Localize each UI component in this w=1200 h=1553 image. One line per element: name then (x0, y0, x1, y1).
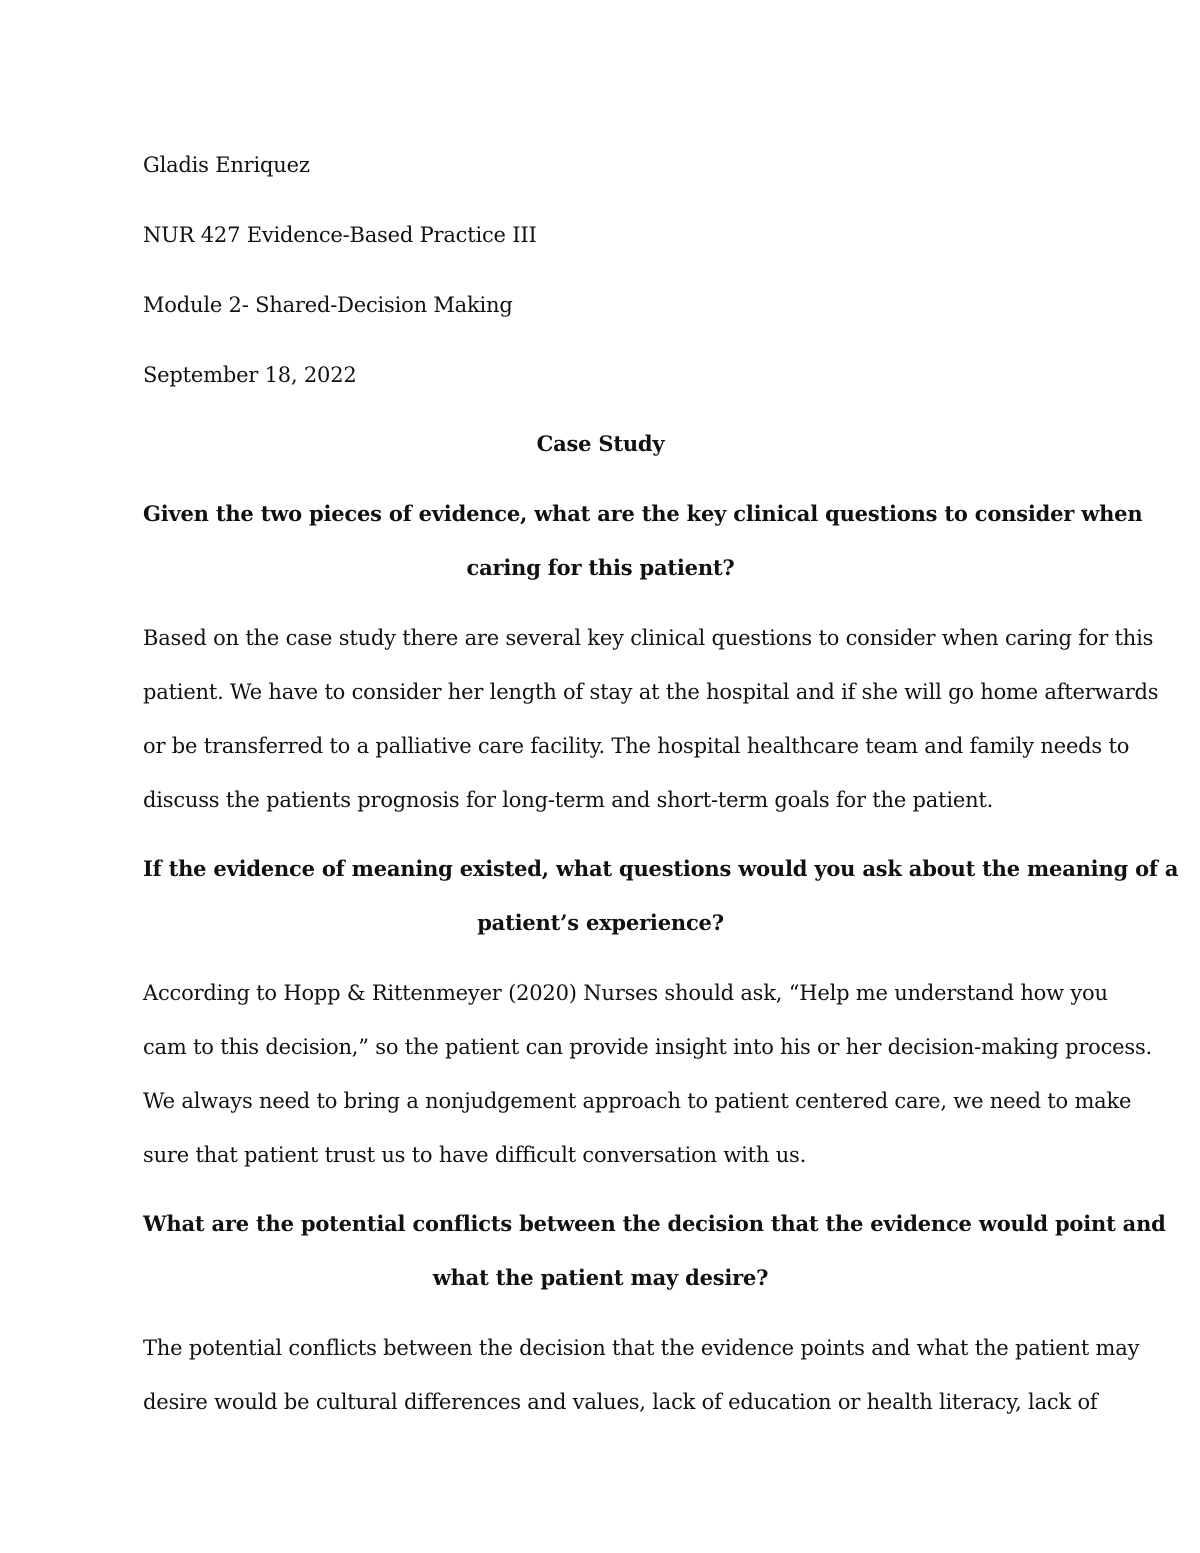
answer-line: patient. We have to consider her length of stay at the hospital and if she will go home afterwards (143, 680, 1159, 704)
section-question-1 (143, 487, 1143, 595)
question-line: Given the two pieces of evidence, what are the key clinical questions to consider when (143, 501, 1143, 526)
section-answer-3 (143, 1321, 1140, 1429)
section-question-2 (143, 842, 1179, 950)
answer-line: desire would be cultural differences and values, lack of education or health literacy, lack of (143, 1390, 1098, 1414)
section-answer-2 (143, 966, 1153, 1182)
question-line: What are the potential conflicts between the decision that the evidence would point and (143, 1211, 1166, 1236)
author-name: Gladis Enriquez (143, 153, 310, 177)
answer-line: We always need to bring a nonjudgement approach to patient centered care, we need to make (143, 1089, 1132, 1113)
document-date: September 18, 2022 (143, 363, 357, 387)
document-content (143, 138, 1179, 1444)
module-name: Module 2- Shared-Decision Making (143, 293, 513, 317)
section-question-3 (143, 1197, 1166, 1305)
answer-line: cam to this decision,” so the patient can provide insight into his or her decision-making process. (143, 1035, 1153, 1059)
question-line: caring for this patient? (466, 555, 735, 580)
answer-line: Based on the case study there are several key clinical questions to consider when caring for this (143, 626, 1154, 650)
answer-line: The potential conflicts between the decision that the evidence points and what the patient may (143, 1336, 1140, 1360)
answer-line: sure that patient trust us to have difficult conversation with us. (143, 1143, 807, 1167)
section-answer-1 (143, 611, 1159, 827)
question-line: patient’s experience? (477, 910, 724, 935)
answer-line: According to Hopp & Rittenmeyer (2020) Nurses should ask, “Help me understand how you (143, 981, 1108, 1005)
question-line: If the evidence of meaning existed, what questions would you ask about the meaning of a (143, 856, 1179, 881)
question-line: what the patient may desire? (432, 1265, 769, 1290)
course-name: NUR 427 Evidence-Based Practice III (143, 223, 537, 247)
document-title: Case Study (536, 431, 665, 456)
answer-line: or be transferred to a palliative care facility. The hospital healthcare team and family needs to (143, 734, 1130, 758)
answer-line: discuss the patients prognosis for long-term and short-term goals for the patient. (143, 788, 994, 812)
